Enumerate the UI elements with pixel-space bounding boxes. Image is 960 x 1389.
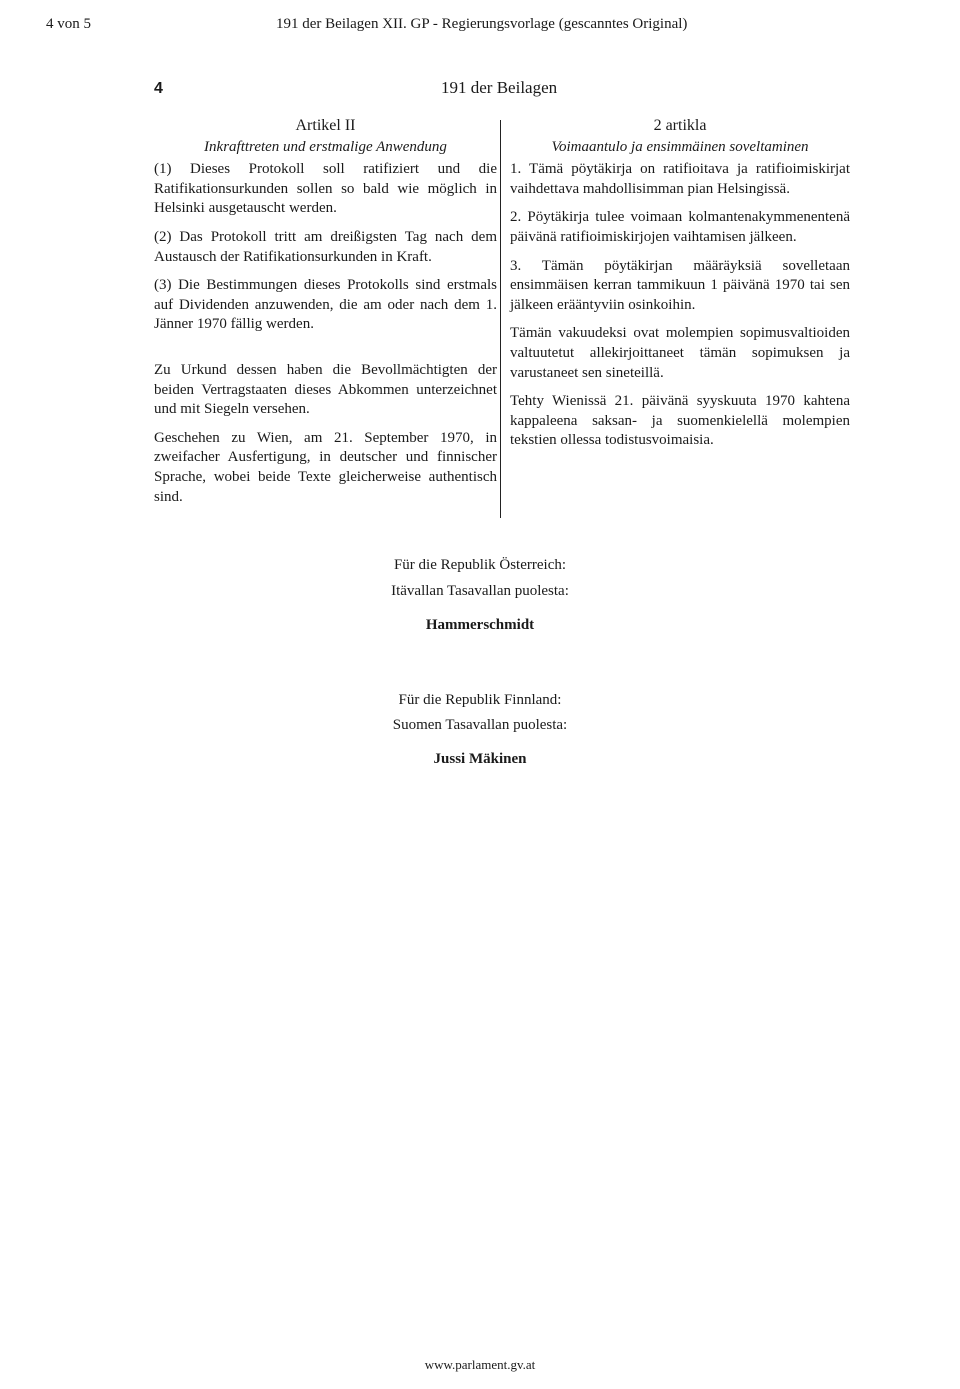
- paragraph-fi-1: 1. Tämä pöytäkirja on ratifioitava ja ratifioimiskirjat vaihdettava mahdollisimman pian Helsingissä.: [510, 161, 850, 197]
- signature-austria-de: Für die Republik Österreich:: [393, 557, 567, 573]
- paragraph-de-3: (3) Die Bestimmungen dieses Protokolls sind erstmals auf Dividenden anzuwenden, die am oder nach dem 1. Jänner 1970 fällig werden.: [154, 277, 497, 333]
- signature-austria-fi: Itävallan Tasavallan puolesta:: [391, 583, 569, 599]
- scan-document-title: 191 der Beilagen XII. GP - Regierungsvorlage (gescanntes Original): [276, 16, 688, 32]
- article-subtitle-de: Inkrafttreten und erstmalige Anwendung: [204, 138, 447, 155]
- finnish-column: [510, 116, 850, 451]
- paragraph-de-4: Zu Urkund dessen haben die Bevollmächtigten der beiden Vertragstaaten dieses Abkommen unterzeichnet und mit Siegeln versehen.: [154, 361, 497, 418]
- signature-finland-de: Für die Republik Finnland:: [398, 692, 562, 708]
- paragraph-fi-2: 2. Pöytäkirja tulee voimaan kolmantenakymmenentenä päivänä ratifioimiskirjojen vaihtamisen jälkeen.: [510, 209, 850, 245]
- paragraph-fi-3: 3. Tämän pöytäkirjan määräyksiä sovelletaan ensimmäisen kerran tammikuun 1 päivänä 1970 tai sen jälkeen erääntyviin osinkoihin.: [510, 257, 850, 313]
- column-divider: [500, 120, 501, 518]
- signatory-austria: Hammerschmidt: [425, 617, 535, 633]
- footer-url: www.parlament.gv.at: [424, 1357, 536, 1372]
- paragraph-fi-5: Tehty Wienissä 21. päivänä syyskuuta 1970 kahtena kappaleena saksan- ja suomenkielellä molempien tekstien ollessa todistusvoimaisia.: [510, 393, 850, 449]
- article-subtitle-fi: Voimaantulo ja ensimmäinen soveltaminen: [551, 138, 809, 155]
- article-heading-fi: 2 artikla: [653, 117, 707, 134]
- page-number: 4: [154, 80, 163, 97]
- paragraph-de-2: (2) Das Protokoll tritt am dreißigsten Tag nach dem Austausch der Ratifikationsurkunden in Kraft.: [154, 228, 497, 265]
- signatory-finland: Jussi Mäkinen: [433, 751, 527, 767]
- paragraph-de-1: (1) Dieses Protokoll soll ratifiziert und die Ratifikationsurkunden sollen so bald wie möglich in Helsinki ausgetauscht werden.: [154, 161, 497, 217]
- running-head: 191 der Beilagen: [441, 78, 558, 97]
- paragraph-fi-4: Tämän vakuudeksi ovat molempien sopimusvaltioiden valtuutetut allekirjoittaneet tämän sopimuksen ja varustaneet sen sineteillä.: [510, 325, 850, 381]
- signature-finland-fi: Suomen Tasavallan puolesta:: [392, 717, 568, 733]
- german-column: [154, 116, 497, 507]
- article-heading-de: Artikel II: [295, 117, 356, 134]
- scan-page-counter: 4 von 5: [46, 16, 91, 32]
- paragraph-de-5: Geschehen zu Wien, am 21. September 1970, in zweifacher Ausfertigung, in deutscher und finnischer Sprache, wobei beide Texte gleicherweise authentisch sind.: [154, 429, 497, 505]
